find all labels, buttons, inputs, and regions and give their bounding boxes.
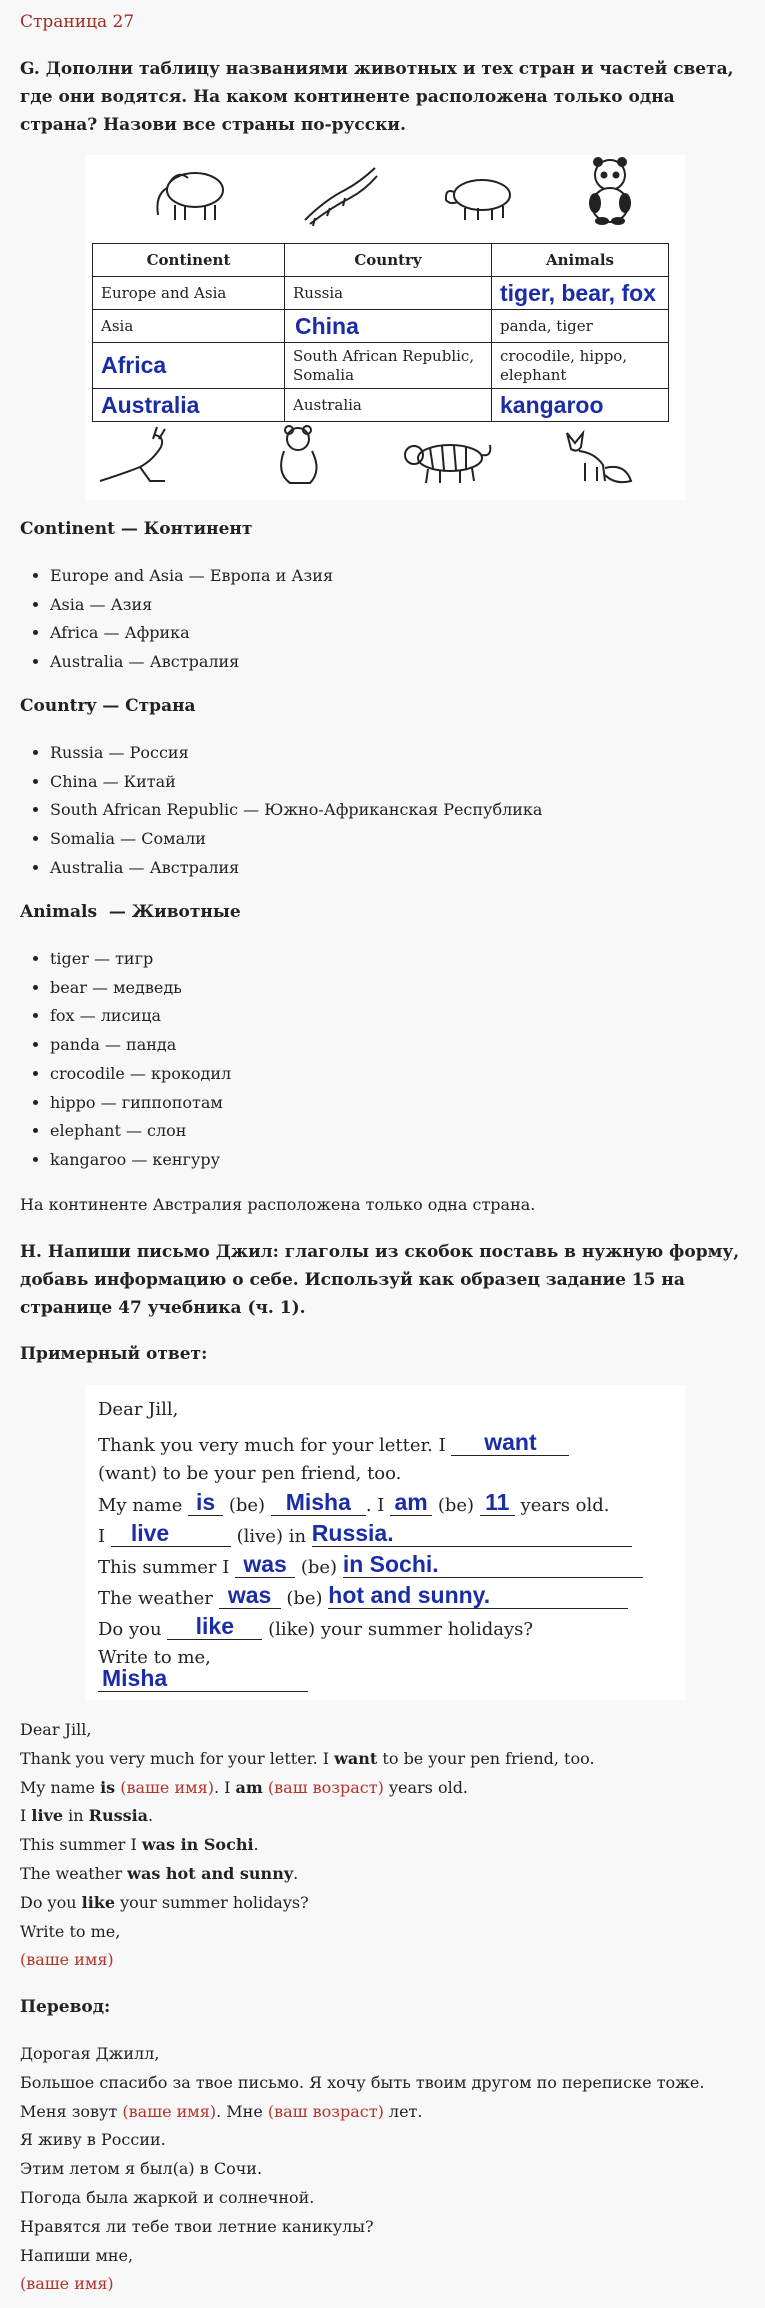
handwritten-answer: am [394, 1489, 428, 1515]
handwritten-answer: Australia [93, 389, 285, 422]
handwritten-answer: hot and sunny. [328, 1582, 491, 1608]
answer-blank [188, 1489, 223, 1516]
letter-text: . I [365, 1495, 385, 1516]
handwritten-answer: kangaroo [492, 389, 669, 422]
placeholder-name: (ваше имя) [122, 2101, 217, 2121]
list-item: • fox — лисица [50, 1002, 750, 1031]
continent-heading: Continent — Континент [20, 519, 253, 539]
placeholder-name: (ваше имя) [20, 1950, 114, 1970]
list-item: • Australia — Австралия [50, 854, 750, 883]
answer-blank [390, 1489, 432, 1516]
list-item: • China — Китай [50, 768, 750, 797]
letter-line [98, 1520, 632, 1547]
table-cell: crocodile, hippo, elephant [492, 343, 669, 389]
answer-blank [219, 1582, 281, 1609]
continent-list [20, 562, 750, 677]
crocodile-icon [295, 160, 385, 247]
letter-text: years old. [520, 1495, 610, 1516]
letter-line [98, 1551, 643, 1578]
handwritten-answer: China [285, 310, 492, 343]
answer-blank [111, 1520, 231, 1547]
handwritten-answer: want [484, 1429, 537, 1455]
answer-blank [451, 1429, 569, 1456]
elephant-icon [150, 160, 240, 242]
letter-image [85, 1385, 685, 1700]
list-item: • Australia — Австралия [50, 648, 750, 677]
translation-line: Я живу в России. [20, 2130, 166, 2150]
letter-greeting: Dear Jill, [98, 1399, 179, 1420]
table-cell: Russia [285, 277, 492, 310]
answer-blank [271, 1489, 366, 1516]
handwritten-answer: Africa [93, 343, 285, 389]
table-header: Continent [93, 244, 285, 277]
panda-icon [580, 155, 640, 242]
list-item: • Africa — Африка [50, 619, 750, 648]
answer-blank [311, 1520, 632, 1547]
answer-blank [480, 1489, 515, 1516]
table-cell: Australia [285, 389, 492, 422]
list-item: • South African Republic — Южно-Африканская Республика [50, 796, 750, 825]
list-item: • Europe and Asia — Европа и Азия [50, 562, 750, 591]
table-header: Country [285, 244, 492, 277]
handwritten-answer: in Sochi. [342, 1551, 439, 1577]
answer-blank [328, 1582, 628, 1609]
letter-text: This summer I [98, 1557, 230, 1578]
letter-line: My name is (ваше имя). I am (ваш возраст) years old. [20, 1777, 469, 1797]
letter-greeting: Dear Jill, [20, 1720, 92, 1739]
animals-heading: Animals — Животные [20, 902, 241, 922]
list-item: • hippo — гиппопотам [50, 1089, 750, 1118]
handwritten-answer: was [227, 1582, 272, 1608]
task-g-instructions: G. Дополни таблицу названиями животных и тех стран и частей света, где они водятся. На каком континенте расположена только одна страна? Назови все страны по-русски. [20, 59, 734, 135]
table-cell: South African Republic, Somalia [285, 343, 492, 389]
translation-heading: Перевод: [20, 1997, 111, 2017]
table-header: Animals [492, 244, 669, 277]
list-item: • Russia — Россия [50, 739, 750, 768]
sample-answer-heading: Примерный ответ: [20, 1344, 208, 1364]
list-item: • Asia — Азия [50, 591, 750, 620]
handwritten-answer: was [243, 1551, 287, 1577]
handwritten-answer: Misha [102, 1665, 168, 1691]
list-item: • panda — панда [50, 1031, 750, 1060]
answer-blank [342, 1551, 643, 1578]
letter-text: The weather [98, 1588, 213, 1609]
letter-line: This summer I was in Sochi. [20, 1835, 259, 1855]
letter-text: Write to me, [98, 1647, 211, 1668]
table-row [93, 310, 669, 343]
page-title: Страница 27 [20, 12, 135, 32]
placeholder-age: (ваш возраст) [267, 2101, 384, 2121]
letter-line: Do you like your summer holidays? [20, 1892, 309, 1912]
animals-list [20, 945, 750, 1175]
list-item: • tiger — тигр [50, 945, 750, 974]
handwritten-answer: like [195, 1613, 235, 1639]
placeholder-name: (ваше имя) [20, 2274, 114, 2294]
tiger-icon [400, 433, 495, 505]
fox-icon [555, 423, 635, 505]
letter-line: I live in Russia. [20, 1806, 154, 1826]
letter-text: My name [98, 1495, 183, 1516]
translation-line: Меня зовут (ваше имя). Мне (ваш возраст) лет. [20, 2101, 423, 2121]
letter-text: Thank you very much for your letter. I [98, 1435, 446, 1456]
handwritten-answer: tiger, bear, fox [492, 277, 669, 310]
letter-text: (be) [228, 1495, 266, 1516]
letter-line: Thank you very much for your letter. I want to be your pen friend, too. [20, 1748, 595, 1768]
table-row [93, 389, 669, 422]
translation-line: Большое спасибо за твое письмо. Я хочу быть твоим другом по переписке тоже. [20, 2072, 705, 2092]
answer-blank [98, 1665, 308, 1692]
translation-line: Дорогая Джилл, [20, 2044, 160, 2063]
translation-block [20, 2040, 745, 2299]
letter-line: Write to me, [20, 1921, 121, 1941]
table-cell: Asia [93, 310, 285, 343]
letter-text: (be) [300, 1557, 338, 1578]
answer-blank [235, 1551, 295, 1578]
task-h-instructions: H. Напиши письмо Джил: глаголы из скобок поставь в нужную форму, добавь информацию о себе. Используй как образец задание 15 на странице 47 учебника (ч. 1). [20, 1242, 740, 1318]
translation-line: Погода была жаркой и солнечной. [20, 2187, 315, 2207]
list-item: • crocodile — крокодил [50, 1060, 750, 1089]
list-item: • bear — медведь [50, 974, 750, 1003]
handwritten-answer: Misha [285, 1489, 351, 1515]
translation-line: Напиши мне, [20, 2245, 134, 2265]
letter-text-block [20, 1716, 745, 1975]
table-cell: Europe and Asia [93, 277, 285, 310]
handwritten-answer: 11 [485, 1489, 510, 1515]
letter-text: (be) [286, 1588, 323, 1609]
handwritten-answer: is [196, 1489, 216, 1515]
list-item: • elephant — слон [50, 1117, 750, 1146]
letter-text: (want) to be your pen friend, too. [98, 1463, 402, 1484]
letter-line [98, 1613, 534, 1640]
letter-text: I [98, 1526, 106, 1547]
letter-line: The weather was hot and sunny. [20, 1863, 299, 1883]
letter-line [98, 1429, 569, 1456]
country-heading: Country — Страна [20, 696, 196, 716]
handwritten-answer: live [130, 1520, 170, 1546]
table-header-row [93, 244, 669, 277]
placeholder-age: (ваш возраст) [267, 1777, 384, 1797]
placeholder-name: (ваше имя) [120, 1777, 214, 1797]
letter-text: (like) your summer holidays? [268, 1619, 534, 1640]
letter-line [98, 1665, 308, 1692]
country-list [20, 739, 750, 883]
animals-table [92, 243, 669, 422]
kangaroo-icon [95, 425, 185, 502]
table-row [93, 277, 669, 310]
answer-blank [167, 1613, 262, 1640]
hippo-icon [440, 170, 520, 242]
list-item: • Somalia — Сомали [50, 825, 750, 854]
translation-line: Этим летом я был(а) в Сочи. [20, 2159, 263, 2179]
letter-text: (live) in [236, 1526, 307, 1547]
letter-text: (be) [437, 1495, 475, 1516]
bear-icon [270, 423, 330, 505]
letter-line [98, 1582, 628, 1609]
table-cell: panda, tiger [492, 310, 669, 343]
letter-text: Do you [98, 1619, 162, 1640]
conclusion-text: На континенте Австралия расположена только одна страна. [20, 1195, 536, 1214]
translation-line: Нравятся ли тебе твои летние каникулы? [20, 2216, 374, 2236]
handwritten-answer: Russia. [311, 1520, 394, 1546]
letter-line [98, 1463, 401, 1484]
table-image [85, 155, 685, 500]
letter-line [98, 1489, 610, 1516]
table-row [93, 343, 669, 389]
list-item: • kangaroo — кенгуру [50, 1146, 750, 1175]
